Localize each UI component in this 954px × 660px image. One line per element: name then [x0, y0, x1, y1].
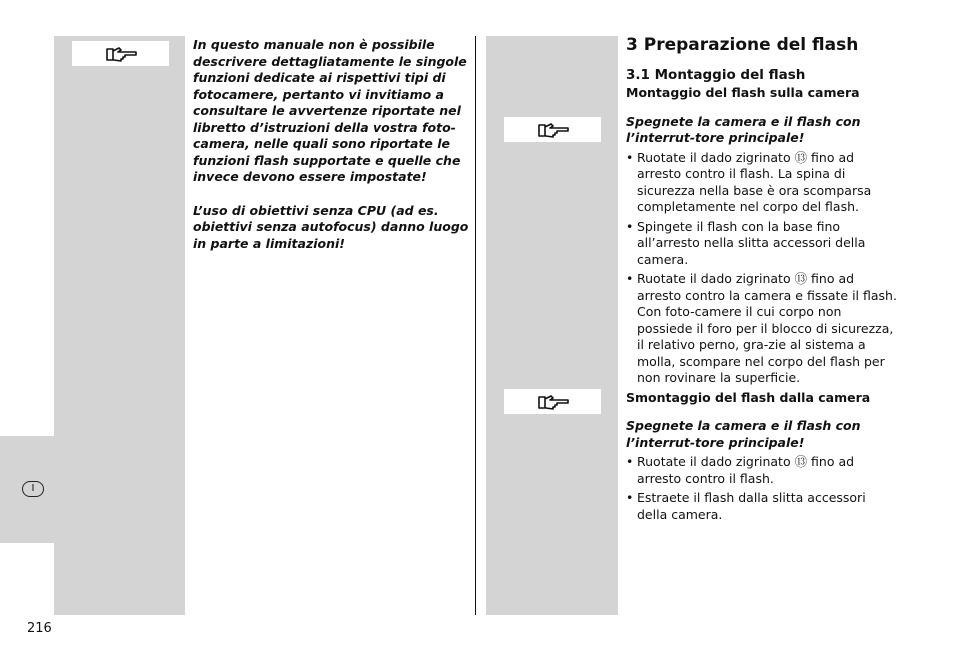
- unmount-warning: Spegnete la camera e il flash con l’interrut-tore principale!: [626, 418, 861, 450]
- pointing-hand-icon: [535, 120, 571, 140]
- left-notes: [193, 37, 469, 252]
- pointing-hand-icon: [103, 44, 139, 64]
- left-margin-column: [54, 36, 185, 615]
- chapter-title: 3 Preparazione del flash: [626, 35, 859, 55]
- right-content: [626, 35, 898, 526]
- mount-warning: Spegnete la camera e il flash con l’interrut-tore principale!: [626, 113, 861, 145]
- note-box-left: [72, 41, 169, 66]
- language-badge: [22, 481, 44, 497]
- list-item: • Ruotate il dado zigrinato ⑬ fino ad arresto contro la camera e fissate il flash. Con foto-camere il cui corpo non possiede il foro per il blocco di sicurezza, il relativo perno, gra-zie al sistema a molla, scompare nel corpo del flash per non rovinare la superficie.: [626, 271, 898, 387]
- unmount-heading: Smontaggio del flash dalla camera: [626, 389, 871, 405]
- note-paragraph: L’uso di obiettivi senza CPU (ad es. obiettivi senza autofocus) danno luogo in parte a limitazioni!: [193, 202, 469, 251]
- list-item: • Estraete il flash dalla slitta accessori della camera.: [626, 490, 898, 523]
- note-box-mount: [504, 117, 601, 142]
- mount-heading: Montaggio del flash sulla camera: [626, 85, 860, 100]
- mount-steps: [626, 150, 898, 387]
- note-paragraph: In questo manuale non è possibile descrivere dettagliatamente le singole funzioni dedicate ai rispettivi tipi di fotocamere, pertanto vi invitiamo a consultare le avvertenze riportate nel libretto d’istruzioni della vostra foto-camera, nelle quali sono riportate le funzioni flash supportate e quelle che invece devono essere impostate!: [193, 37, 467, 184]
- page-divider: [475, 36, 476, 615]
- unmount-steps: [626, 454, 898, 523]
- page-number: 216: [27, 621, 52, 636]
- list-item: • Spingete il flash con la base fino all’arresto nella slitta accessori della camera.: [626, 219, 898, 269]
- list-item: • Ruotate il dado zigrinato ⑬ fino ad arresto contro il flash.: [626, 454, 898, 487]
- note-box-unmount: [504, 389, 601, 414]
- list-item: • Ruotate il dado zigrinato ⑬ fino ad arresto contro il flash. La spina di sicurezza nella base è ora scomparsa completamente nel corpo del flash.: [626, 150, 898, 216]
- pointing-hand-icon: [535, 392, 571, 412]
- language-code: I: [31, 483, 35, 494]
- section-title: 3.1 Montaggio del flash: [626, 67, 806, 83]
